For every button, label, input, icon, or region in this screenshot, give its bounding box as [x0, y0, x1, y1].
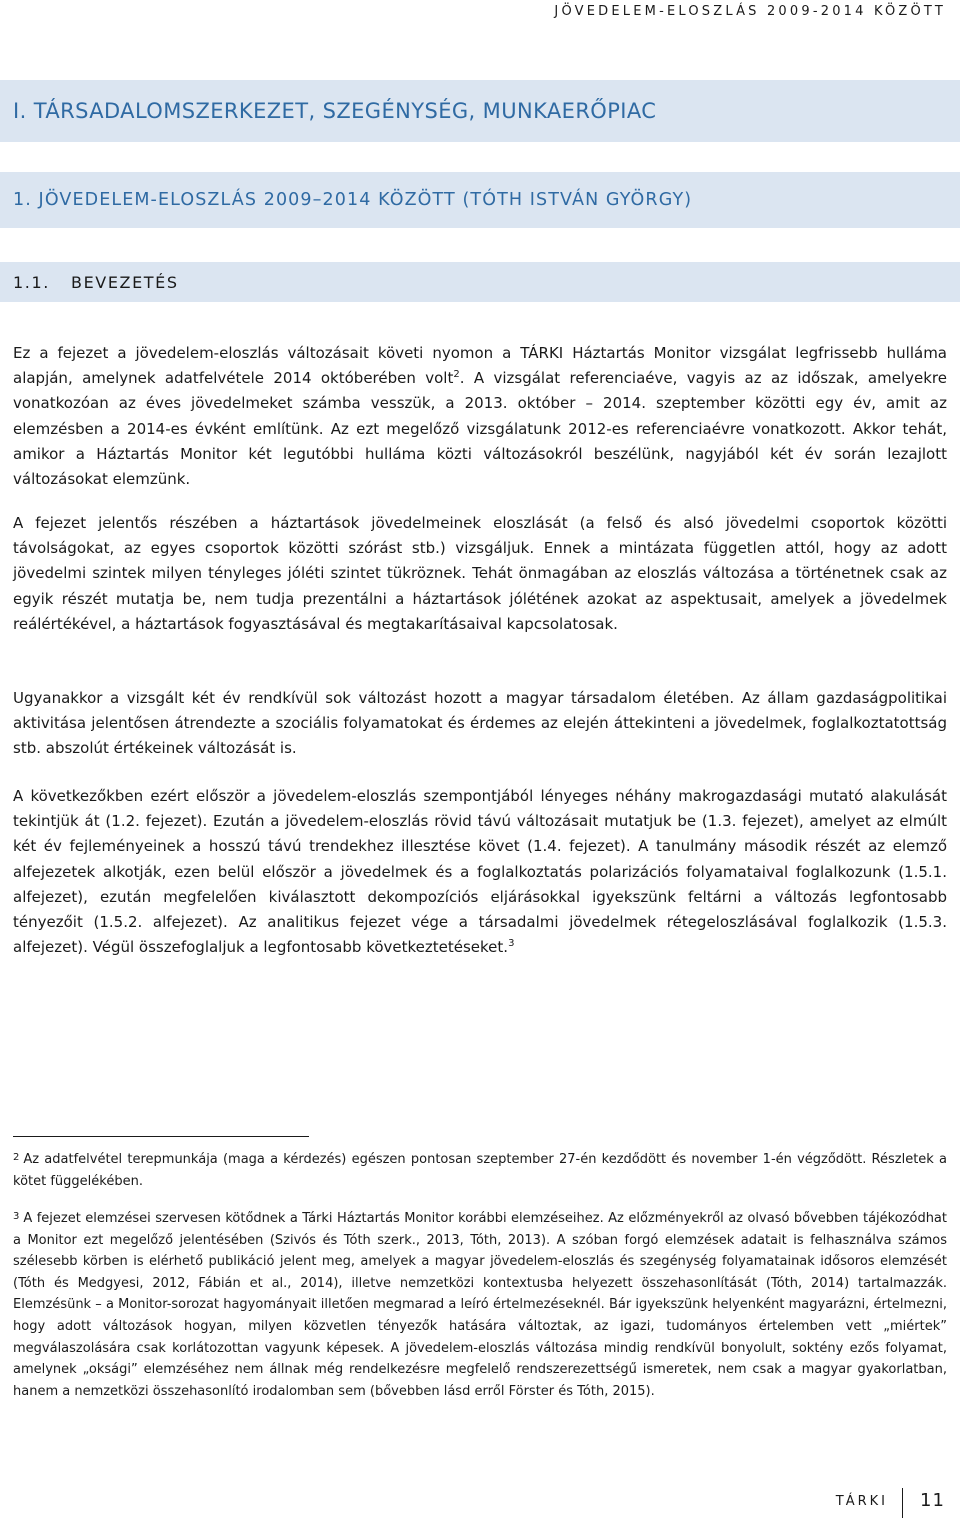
- paragraph-1-text-b: . A vizsgálat referenciaéve, vagyis az az időszak, amelyekre vonatkozóan az éves jövedelmeket számba vesszük, a 2013. október – 2014. szeptember közötti egy év, amit az elemzésben a 2014-es évként említünk. Az ezt megelőző vizsgálatunk 2012-es referenciaévre vonatkozott. Akkor tehát, amikor a Háztartás Monitor két legutóbbi hulláma közti változásokról beszélünk, nagyjából két év során lezajlott változásokat elemzünk.: [13, 369, 947, 489]
- paragraph-2-text: A fejezet jelentős részében a háztartások jövedelmeinek eloszlását (a felső és alsó jövedelmi csoportok közötti távolságokat, az egyes csoportok közötti szórást stb.) vizsgáljuk. Ennek a mintázata független attól, hogy az adott jövedelmi szintek milyen tényleges jóléti szintet tükröznek. Tehát önmagában az eloszlás változása a történetnek csak az egyik részét mutatja be, nem tudja prezentálni a háztartások jólétének azokat az aspektusait, amelyek a jövedelmek reálértékével, a háztartások fogyasztásával és megtakarításaival kapcsolatosak.: [13, 514, 947, 633]
- footnote-3: [13, 1206, 947, 1402]
- section-title: BEVEZETÉS: [71, 272, 179, 292]
- footnote-ref-2[interactable]: 2: [453, 369, 460, 381]
- footnote-ref-3[interactable]: 3: [508, 938, 515, 950]
- chapter-heading: 1. JÖVEDELEM-ELOSZLÁS 2009–2014 KÖZÖTT (TÓTH ISTVÁN GYÖRGY): [13, 190, 693, 210]
- footer-divider: [902, 1488, 903, 1518]
- part-heading: I. TÁRSADALOMSZERKEZET, SZEGÉNYSÉG, MUNKAERŐPIAC: [13, 99, 657, 123]
- footnote-3-text: A fejezet elemzései szervesen kötődnek a Tárki Háztartás Monitor korábbi elemzéseihez. Az előzményekről az olvasó bővebben tájékozódhat a Monitor ezt megelőző jelentésében (Szivós és Tóth szerk., 2013, Tóth, 2013). A szóban forgó elemzések adatait is felhasználva számos szélesebb körben is elérhető publikáció jelent meg, amelyek a magyar jövedelem-eloszlás és szegénység folyamatainak idősoros elemzését (Tóth és Medgyesi, 2012, Fábián et al., 2014), illetve nemzetközi kontextusba helyezett összehasonlítását (Tóth, 2014) tartalmazzák. Elemzésünk – a Monitor-sorozat hagyományait illetően megmarad a leíró értelmezéseknél. Bár igyekszünk helyenként magyarázni, értelmezni, hogy adott változások hogyan, milyen közvetlen tényezők hatására változtak, az igazi, tudományos értelemben vett „miértek” megválaszolására csak korlátozottan vagyunk képesek. A jövedelem-eloszlás változása mindig rendkívül bonyolult, soktény ezős folyamat, amelynek „oksági” elemzéséhez nem állnak még rendelkezésre megfelelő rendszerezettségű ismeretek, nem csak a magyar gyakorlatban, hanem a nemzetközi összehasonlító irodalomban sem (bővebben lásd erről Förster és Tóth, 2015).: [13, 1211, 947, 1399]
- footnote-separator: [13, 1136, 309, 1137]
- footnote-2-text: Az adatfelvétel terepmunkája (maga a kérdezés) egészen pontosan szeptember 27-én kezdődött és november 1-én végződött. Részletek a kötet függelékében.: [13, 1152, 947, 1189]
- section-number: 1.1.: [13, 272, 50, 292]
- footer-brand: TÁRKI: [835, 1494, 888, 1509]
- footnote-2-number: 2: [13, 1152, 20, 1163]
- paragraph-2: [13, 511, 947, 637]
- footnote-3-number: 3: [13, 1211, 20, 1222]
- paragraph-4-text: A következőkben ezért először a jövedelem-eloszlás szempontjából lényeges néhány makrogazdasági mutató alakulását tekintjük át (1.2. fejezet). Ezután a jövedelem-eloszlás rövid távú változásait mutatjuk be (1.3. fejezet), amelyet az elmúlt két év fejleményeinek a hosszú távú trendekhez illesztése követ (1.4. fejezet). A tanulmány második részét az elemző alfejezetek alkotják, ezen belül először a jövedelmek és a foglalkoztatás polarizációs folyamataival foglalkozunk (1.5.1. alfejezet), ezután megfelelően kiválasztott dekompozíciós eljárásokkal igyekszünk feltárni a változás legfontosabb tényezőit (1.5.2. alfejezet). Az analitikus fejezet vége a társadalmi jövedelmek rétegeloszlásával foglalkozik (1.5.3. alfejezet). Végül összefoglaljuk a legfontosabb következtetéseket.: [13, 787, 947, 957]
- paragraph-4: [13, 784, 947, 960]
- page-number: 11: [920, 1490, 945, 1511]
- running-header: JÖVEDELEM-ELOSZLÁS 2009-2014 KÖZÖTT: [554, 4, 946, 19]
- part-heading-band: [0, 80, 960, 142]
- paragraph-1: [13, 341, 947, 492]
- paragraph-3-text: Ugyanakkor a vizsgált két év rendkívül sok változást hozott a magyar társadalom életében. Az állam gazdaságpolitikai aktivitása jelentősen átrendezte a szociális folyamatokat és érdemes az elején áttekinteni a jövedelmek, foglalkoztatottság stb. abszolút értékeinek változását is.: [13, 689, 947, 758]
- section-heading-band: [0, 262, 960, 302]
- chapter-heading-band: [0, 172, 960, 228]
- paragraph-1-text-a: Ez a fejezet a jövedelem-eloszlás változásait követi nyomon a TÁRKI Háztartás Monitor vizsgálat legfrissebb hulláma alapján, amelynek adatfelvétele 2014 októberében volt: [13, 344, 947, 388]
- footnote-2: [13, 1147, 947, 1192]
- paragraph-3: [13, 686, 947, 762]
